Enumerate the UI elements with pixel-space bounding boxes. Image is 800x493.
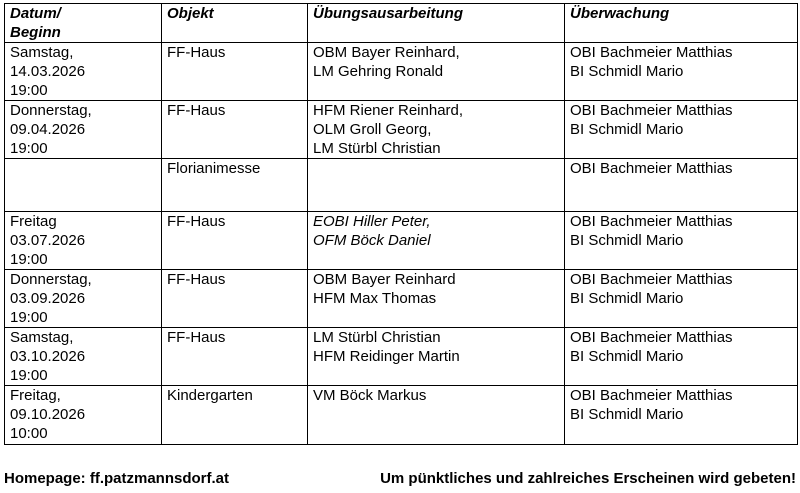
- header-supervision: Überwachung: [565, 4, 798, 43]
- cell-date: Samstag, 14.03.2026 19:00: [5, 43, 162, 101]
- cell-object: Florianimesse: [162, 159, 308, 212]
- cell-preparation: OBM Bayer Reinhard HFM Max Thomas: [308, 270, 565, 328]
- cell-supervision: OBI Bachmeier Matthias BI Schmidl Mario: [565, 386, 798, 445]
- cell-date: [5, 159, 162, 212]
- cell-object: FF-Haus: [162, 212, 308, 270]
- cell-object: FF-Haus: [162, 270, 308, 328]
- header-preparation: Übungsausarbeitung: [308, 4, 565, 43]
- exercise-schedule-table: [4, 3, 798, 445]
- cell-date: Samstag, 03.10.2026 19:00: [5, 328, 162, 386]
- cell-object: FF-Haus: [162, 328, 308, 386]
- cell-object: FF-Haus: [162, 43, 308, 101]
- cell-preparation: [308, 159, 565, 212]
- header-date: Datum/ Beginn: [5, 4, 162, 43]
- cell-supervision: OBI Bachmeier Matthias BI Schmidl Mario: [565, 328, 798, 386]
- cell-supervision: OBI Bachmeier Matthias BI Schmidl Mario: [565, 270, 798, 328]
- cell-object: Kindergarten: [162, 386, 308, 445]
- table-row: [5, 101, 798, 159]
- cell-preparation: EOBI Hiller Peter, OFM Böck Daniel: [308, 212, 565, 270]
- table-row: [5, 43, 798, 101]
- table-row: [5, 386, 798, 445]
- cell-supervision: OBI Bachmeier Matthias BI Schmidl Mario: [565, 212, 798, 270]
- cell-date: Freitag, 09.10.2026 10:00: [5, 386, 162, 445]
- cell-date: Donnerstag, 03.09.2026 19:00: [5, 270, 162, 328]
- table-row: [5, 328, 798, 386]
- cell-preparation: VM Böck Markus: [308, 386, 565, 445]
- cell-preparation: LM Stürbl Christian HFM Reidinger Martin: [308, 328, 565, 386]
- table-row: [5, 212, 798, 270]
- homepage-text: Homepage: ff.patzmannsdorf.at: [4, 470, 230, 487]
- cell-supervision: OBI Bachmeier Matthias: [565, 159, 798, 212]
- table-row: [5, 159, 798, 212]
- header-object: Objekt: [162, 4, 308, 43]
- cell-date: Freitag 03.07.2026 19:00: [5, 212, 162, 270]
- cell-preparation: HFM Riener Reinhard, OLM Groll Georg, LM Stürbl Christian: [308, 101, 565, 159]
- cell-object: FF-Haus: [162, 101, 308, 159]
- cell-supervision: OBI Bachmeier Matthias BI Schmidl Mario: [565, 43, 798, 101]
- cell-preparation: OBM Bayer Reinhard, LM Gehring Ronald: [308, 43, 565, 101]
- table-header-row: [5, 4, 798, 43]
- cell-supervision: OBI Bachmeier Matthias BI Schmidl Mario: [565, 101, 798, 159]
- table-row: [5, 270, 798, 328]
- attendance-message: Um pünktliches und zahlreiches Erscheinen wird gebeten!: [380, 470, 796, 487]
- cell-date: Donnerstag, 09.04.2026 19:00: [5, 101, 162, 159]
